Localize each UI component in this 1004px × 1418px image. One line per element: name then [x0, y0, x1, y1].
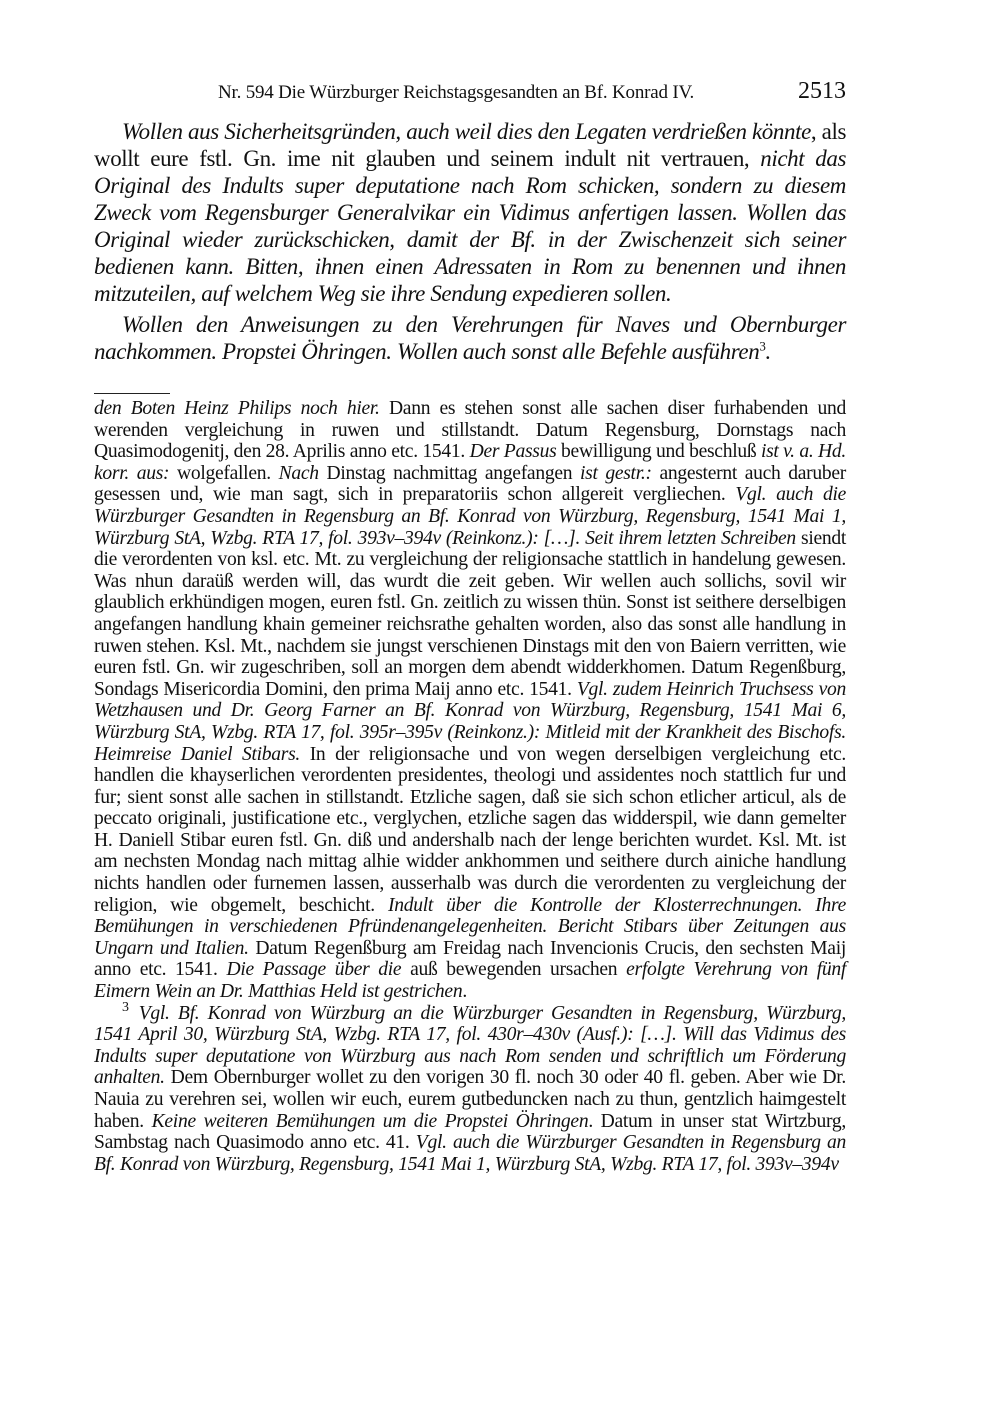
page-number: 2513	[798, 78, 846, 104]
text-segment: Vgl. Bf. Konrad von Würzburg an die Würzburger Gesandten in Regensburg, Würzburg, 1541 April 30, Würzburg StA, Wzbg. RTA 17, fol. 430r–430v (Ausf.): […]. Will das Vidimus des Indults super deputatione von Würzburg aus nach Rom senden und schriftlich um Förderung anhalten.	[94, 1002, 846, 1089]
text-segment: Indult über die Kontrolle der Klosterrechnungen. Ihre Bemühungen in verschiedenen Pfründenangelegenheiten. Bericht Stibars über Zeitungen aus Ungarn und Italien.	[94, 894, 846, 959]
text-segment: nicht das Original des Indults super deputatione nach Rom schicken, sondern zu diesem Zweck vom Regensburger Generalvikar ein Vidimus anfertigen lassen. Wollen das Original wieder zurückschicken, damit der Bf. in der Zwischenzeit sich seiner bedienen kann. Bitten, ihnen einen Adressaten in Rom zu benennen und ihnen mitzuteilen, auf welchem Weg sie ihre Sendung expedieren sollen.	[94, 146, 846, 306]
text-segment: Dem Obernburger wollet zu den vorigen 30 fl. noch 30 oder 40 fl. geben. Aber wie Dr. Nauia zu verehren sei, wollen wir euch, eurem gutbeduncken nach zu thun, gentzlich haimgestelt haben.	[94, 1067, 846, 1132]
paragraph-1	[94, 118, 846, 307]
text-segment: Dann es stehen sonst alle sachen diser furhabenden und werenden vergleichung in ruwen und stillstandt. Datum Regensburg, Dornstags nach Quasimodogenitj, den 28. Aprilis anno etc. 1541.	[94, 398, 846, 463]
footnote-rule	[94, 393, 170, 394]
text-segment: ist gestr.:	[579, 462, 652, 484]
text-segment: ist v. a. Hd. korr. aus:	[94, 441, 846, 484]
text-segment: Der Passus	[469, 441, 557, 463]
text-segment: wolgefallen.	[169, 462, 279, 484]
text-segment: Vgl. auch die Würzburger Gesandten in Regensburg an Bf. Konrad von Würzburg, Regensburg, 1541 Mai 1, Würzburg StA, Wzbg. RTA 17, fol. 393v–394v (Reinkonz.): […]. Seit ihrem letzten Schreiben	[94, 484, 846, 549]
footnote-reference[interactable]: 3	[759, 338, 766, 354]
text-segment: Die Passage über die	[226, 959, 402, 981]
footnotes	[94, 398, 846, 1175]
text-segment: Vgl. auch die Würzburger Gesandten in Regensburg an Bf. Konrad von Würzburg, Regensburg, 1541 Mai 1, Würzburg StA, Wzbg. RTA 17, fol. 393v–394v	[94, 1132, 846, 1175]
footnote-marker: 3	[122, 1000, 129, 1016]
text-segment: Vgl. zudem Heinrich Truchsess von Wetzhausen und Dr. Georg Farner an Bf. Konrad von Würzburg, Regensburg, 1541 Mai 6, Würzburg StA, Wzbg. RTA 17, fol. 395r–395v (Reinkonz.): Mitleid mit der Krankheit des Bischofs. Heimreise Daniel Stibars.	[94, 678, 846, 765]
footnote-continuation	[94, 398, 846, 1003]
paragraph-2	[94, 311, 846, 365]
text-segment: auß bewegenden ursachen	[401, 959, 627, 981]
text-segment: erfolgte Verehrung von fünf Eimern Wein an Dr. Matthias Held ist gestrichen	[94, 959, 846, 1003]
text-segment: . Datum in unser stat Wirtzburg, Sambstag nach Quasimodo anno etc. 41.	[94, 1110, 847, 1154]
text-segment: den Boten Heinz Philips noch hier.	[94, 398, 380, 419]
footnote-3	[94, 1000, 847, 1176]
text-segment: .	[462, 981, 467, 1003]
text-segment: siendt die verordenten von ksl. etc. Mt. zu vergleichung der religionsache stattlich in handelung gewesen. Was nhun daraüß werden will, das wurdt die zeit geben. Wir wellen auch sollichs, sovil wir glaublich erkhündigen mogen, euren fstl. Gn. zeitlich zu wissen thün. Sonst ist seithere derselbigen angefangen handlung khain gemeiner reichsrathe gehalten worden, also das sonst alle handlung in ruwen stehen. Ksl. Mt., nachdem sie jungst verschienen Dinstags mit den von Baiern verritten, wie euren fstl. Gn. wir zugeschriben, soll an morgen dem abendt widderkhomen. Datum Regenßburg, Sondags Misericordia Domini, den prima Maij anno etc. 1541.	[94, 527, 847, 700]
running-title: Nr. 594 Die Würzburger Reichstagsgesandten an Bf. Konrad IV.	[218, 82, 695, 103]
text-segment: Keine weiteren Bemühungen um die Propstei Öhringen	[151, 1110, 589, 1132]
text-segment: .	[765, 339, 771, 364]
text-segment: bewilligung und beschluß	[556, 441, 761, 463]
text-segment: Dinstag nachmittag angefangen	[318, 462, 580, 484]
text-segment: , als wollt eure fstl. Gn. ime nit glauben und seinem indult nit vertrauen,	[94, 119, 846, 171]
text-segment: Nach	[278, 462, 319, 484]
main-text	[94, 118, 846, 365]
text-segment: Datum Regenßburg am Freidag nach Invencionis Crucis, den sechsten Maij anno etc. 1541.	[94, 937, 846, 981]
text-segment: angesternt auch daruber gesessen und, wie man sagt, sich in preparatoriis schon allgereit vergliechen.	[94, 462, 846, 506]
text-segment: In der religionsache und von wegen derselbigen vergleichung etc. handlen die khayserlichen verordenten presidentes, theologi und assidentes noch stattlich fur und fur; sient sonst alle sachen in stillstandt. Etzliche sagen, daß sie sich schon etlicher articul, als de peccato originali, justificatione etc., verglychen, etzliche sagen das widderspil, wie dann gemelter H. Daniell Stibar euren fstl. Gn. diß und andershalb nach der lenge berichten wurdet. Ksl. Mt. ist am nechsten Mondag nach mittag alhie widder ankhommen und seithere durch ainiche handlung nichts handlen oder furnemen lassen, ausserhalb was durch die verordenten zu vergleichung der religion, wie obgemelt, beschicht.	[94, 743, 846, 916]
running-header	[94, 78, 846, 108]
text-segment: Wollen aus Sicherheitsgründen, auch weil dies den Legaten verdrießen könnte	[122, 119, 811, 144]
text-segment: Wollen den Anweisungen zu den Verehrungen für Naves und Obernburger nachkommen. Propstei Öhringen. Wollen auch sonst alle Befehle ausführen	[94, 312, 846, 364]
